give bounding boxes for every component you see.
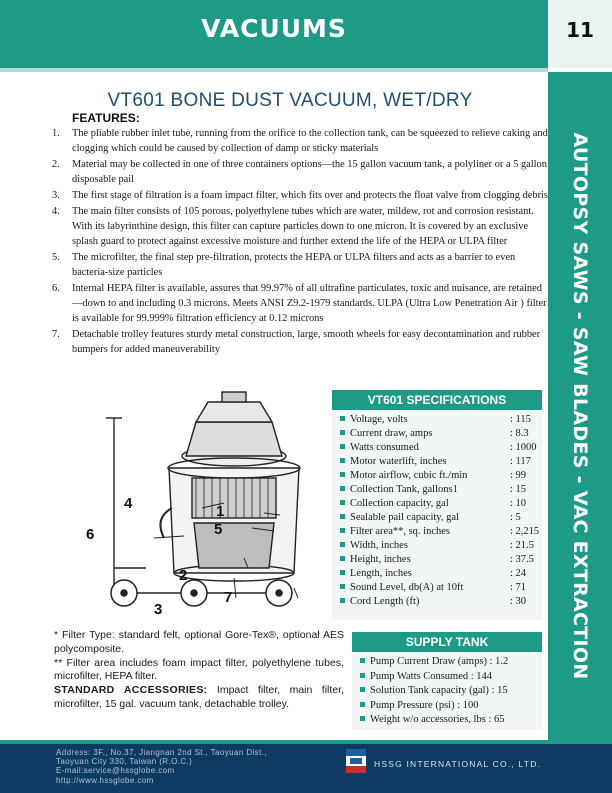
tank-row bbox=[360, 670, 542, 685]
tank-row-text: Weight w/o accessories, lbs : 65 bbox=[370, 714, 505, 725]
spec-row bbox=[340, 595, 542, 609]
spec-label: Cord Length (ft) bbox=[350, 596, 420, 607]
bullet-square-icon bbox=[340, 500, 345, 505]
spec-row bbox=[340, 511, 542, 525]
supply-tank-panel bbox=[352, 632, 542, 730]
spec-value: : 5 bbox=[510, 512, 521, 523]
bullet-square-icon bbox=[340, 584, 345, 589]
spec-value: : 37.5 bbox=[510, 554, 534, 565]
company-address bbox=[56, 748, 267, 785]
spec-label: Voltage, volts bbox=[350, 414, 408, 425]
spec-row bbox=[340, 497, 542, 511]
figure-label: 3 bbox=[154, 601, 163, 618]
spec-row bbox=[340, 553, 542, 567]
feature-number: 4. bbox=[52, 206, 60, 217]
section-title: VACUUMS bbox=[201, 14, 347, 43]
spec-label: Watts consumed bbox=[350, 442, 419, 453]
bullet-square-icon bbox=[360, 716, 365, 721]
spec-row bbox=[340, 581, 542, 595]
website-line: http://www.hssglobe.com bbox=[56, 775, 154, 785]
feature-number: 7. bbox=[52, 329, 60, 340]
bullet-square-icon bbox=[360, 687, 365, 692]
spec-value: : 24 bbox=[510, 568, 527, 579]
spec-value: : 30 bbox=[510, 596, 527, 607]
tank-row bbox=[360, 655, 542, 670]
spec-row bbox=[340, 525, 542, 539]
standard-accessories bbox=[54, 684, 344, 712]
tank-row-text: Pump Watts Consumed : 144 bbox=[370, 670, 493, 682]
feature-item bbox=[52, 204, 548, 249]
spec-value: : 21.5 bbox=[510, 540, 534, 551]
feature-text: The first stage of filtration is a foam impact filter, which fits over and protects the float valve from clogging debris bbox=[72, 190, 548, 201]
spec-label: Height, inches bbox=[350, 554, 411, 565]
specifications-heading: VT601 SPECIFICATIONS bbox=[332, 390, 542, 410]
figure-label: 6 bbox=[86, 526, 95, 543]
bullet-square-icon bbox=[340, 514, 345, 519]
spec-value: : 8.3 bbox=[510, 428, 529, 439]
filter-area-note: ** Filter area includes foam impact filter, polyethylene tubes, microfilter, HEPA filter. bbox=[54, 656, 344, 683]
header-divider bbox=[0, 68, 548, 72]
tank-row bbox=[360, 684, 542, 699]
spec-row bbox=[340, 539, 542, 553]
bullet-square-icon bbox=[360, 702, 365, 707]
figure-label: 1 bbox=[216, 503, 225, 520]
tank-row bbox=[360, 699, 542, 714]
bullet-square-icon bbox=[340, 458, 345, 463]
vacuum-diagram bbox=[84, 388, 324, 620]
product-title: VT601 BONE DUST VACUUM, WET/DRY bbox=[107, 90, 473, 111]
spec-row bbox=[340, 455, 542, 469]
supply-tank-heading: SUPPLY TANK bbox=[352, 632, 542, 652]
bullet-square-icon bbox=[340, 444, 345, 449]
feature-number: 3. bbox=[52, 190, 60, 201]
feature-item bbox=[52, 281, 548, 326]
spec-value: : 99 bbox=[510, 470, 527, 481]
feature-number: 2. bbox=[52, 159, 60, 170]
bullet-square-icon bbox=[340, 598, 345, 603]
filter-type-note: * Filter Type: standard felt, optional Gore-Tex®, optional AES polycomposite. bbox=[54, 629, 344, 655]
spec-label: Sound Level, db(A) at 10ft bbox=[350, 582, 464, 593]
bullet-square-icon bbox=[340, 430, 345, 435]
spec-row bbox=[340, 427, 542, 441]
spec-value: : 10 bbox=[510, 498, 527, 509]
bullet-square-icon bbox=[340, 486, 345, 491]
spec-value: : 117 bbox=[510, 456, 531, 467]
feature-item bbox=[52, 157, 548, 187]
spec-label: Collection Tank, gallons1 bbox=[350, 484, 458, 495]
bullet-square-icon bbox=[340, 570, 345, 575]
specifications-panel bbox=[332, 390, 542, 620]
features-heading: FEATURES: bbox=[72, 111, 140, 125]
feature-text: The microfilter, the final step pre-filtration, protects the HEPA or ULPA filters and acts as a barrier to even bacteria-size particles bbox=[72, 252, 516, 278]
spec-label: Width, inches bbox=[350, 540, 408, 551]
bullet-square-icon bbox=[340, 528, 345, 533]
spec-label: Motor waterlift, inches bbox=[350, 456, 447, 467]
bullet-square-icon bbox=[340, 472, 345, 477]
spec-value: : 15 bbox=[510, 484, 527, 495]
side-banner-text: AUTOPSY SAWS - SAW BLADES - VAC EXTRACTION bbox=[569, 132, 591, 680]
figure-label: 7 bbox=[224, 589, 233, 606]
feature-text: Material may be collected in one of three containers options—the 15 gallon vacuum tank, a polyliner or a 5 gallon disposable pail bbox=[72, 159, 547, 185]
supply-tank-list bbox=[352, 652, 542, 728]
tank-row-text: Solution Tank capacity (gal) : 15 bbox=[370, 685, 508, 696]
feature-text: The main filter consists of 105 porous, polyethylene tubes which are water, mildew, rot and corrosion resistant. With its labyrinthine design, this filter can capture particles down to one micron. It is covered by an exclusive splash guard to protect against excessive moisture and further extend the life of the HEPA or ULPA filter bbox=[72, 206, 534, 247]
feature-item bbox=[52, 327, 548, 357]
figure-label: 2 bbox=[179, 567, 188, 584]
spec-row bbox=[340, 441, 542, 455]
bullet-square-icon bbox=[340, 556, 345, 561]
bullet-square-icon bbox=[360, 673, 365, 678]
spec-label: Current draw, amps bbox=[350, 428, 433, 439]
spec-label: Filter area**, sq. inches bbox=[350, 526, 451, 537]
notes-block bbox=[54, 629, 344, 712]
tank-row-text: Pump Pressure (psi) : 100 bbox=[370, 699, 479, 711]
bullet-square-icon bbox=[340, 542, 345, 547]
spec-value: : 2,215 bbox=[510, 526, 540, 537]
spec-label: Motor airflow, cubic ft./min bbox=[350, 470, 468, 481]
bullet-square-icon bbox=[360, 658, 365, 663]
company-name: HSSG INTERNATIONAL CO., LTD. bbox=[374, 759, 542, 769]
feature-text: Internal HEPA filter is available, assures that 99.97% of all ultrafine particulates, toxic and nuisance, are retained—down to and including 0.3 microns. Meets ANSI Z9.2-1979 standards. ULPA (Ultra Low Penetration Air ) filter is available for 99.999% filtration efficiency at 0.12 microns bbox=[72, 283, 547, 324]
spec-label: Length, inches bbox=[350, 568, 412, 579]
feature-number: 6. bbox=[52, 283, 60, 294]
spec-row bbox=[340, 413, 542, 427]
tank-row bbox=[360, 713, 542, 728]
standard-accessories-text: Impact filter, main filter, microfilter, 15 gal. vacuum tank, detachable trolley. bbox=[54, 684, 344, 710]
figure-label: 5 bbox=[214, 521, 223, 538]
spec-row bbox=[340, 567, 542, 581]
spec-row bbox=[340, 469, 542, 483]
page-number: 11 bbox=[566, 18, 594, 42]
feature-text: The pliable rubber inlet tube, running from the orifice to the collection tank, can be squeezed to relieve caking and clogging which could be caused by collection of damp or sticky materials bbox=[72, 128, 548, 154]
address-line: Taoyuan City 330, Taiwan (R.O.C.) bbox=[56, 757, 193, 767]
spec-value: : 71 bbox=[510, 582, 527, 593]
feature-number: 1. bbox=[52, 128, 60, 139]
bullet-square-icon bbox=[340, 416, 345, 421]
specifications-list bbox=[332, 410, 542, 609]
spec-label: Collection capacity, gal bbox=[350, 498, 449, 509]
features-list bbox=[52, 126, 548, 358]
feature-item bbox=[52, 188, 548, 203]
feature-item bbox=[52, 126, 548, 156]
address-line: Address: 3F., No.37, Jiangnan 2nd St., Taoyuan Dist., bbox=[56, 748, 267, 757]
tank-row-text: Pump Current Draw (amps) : 1.2 bbox=[370, 656, 509, 667]
spec-label: Sealable pail capacity, gal bbox=[350, 512, 459, 523]
email-line: E-mail:service@hssglobe.com bbox=[56, 766, 175, 776]
spec-value: : 1000 bbox=[510, 442, 537, 453]
feature-item bbox=[52, 250, 548, 280]
standard-accessories-label: STANDARD ACCESSORIES: bbox=[54, 684, 208, 697]
figure-label: 4 bbox=[124, 495, 133, 512]
feature-text: Detachable trolley features sturdy metal construction, large, smooth wheels for easy decontamination and rubber bumpers for added maneuverability bbox=[72, 329, 541, 355]
company-logo-icon bbox=[346, 749, 366, 773]
spec-row bbox=[340, 483, 542, 497]
spec-value: : 115 bbox=[510, 414, 531, 425]
feature-number: 5. bbox=[52, 252, 60, 263]
